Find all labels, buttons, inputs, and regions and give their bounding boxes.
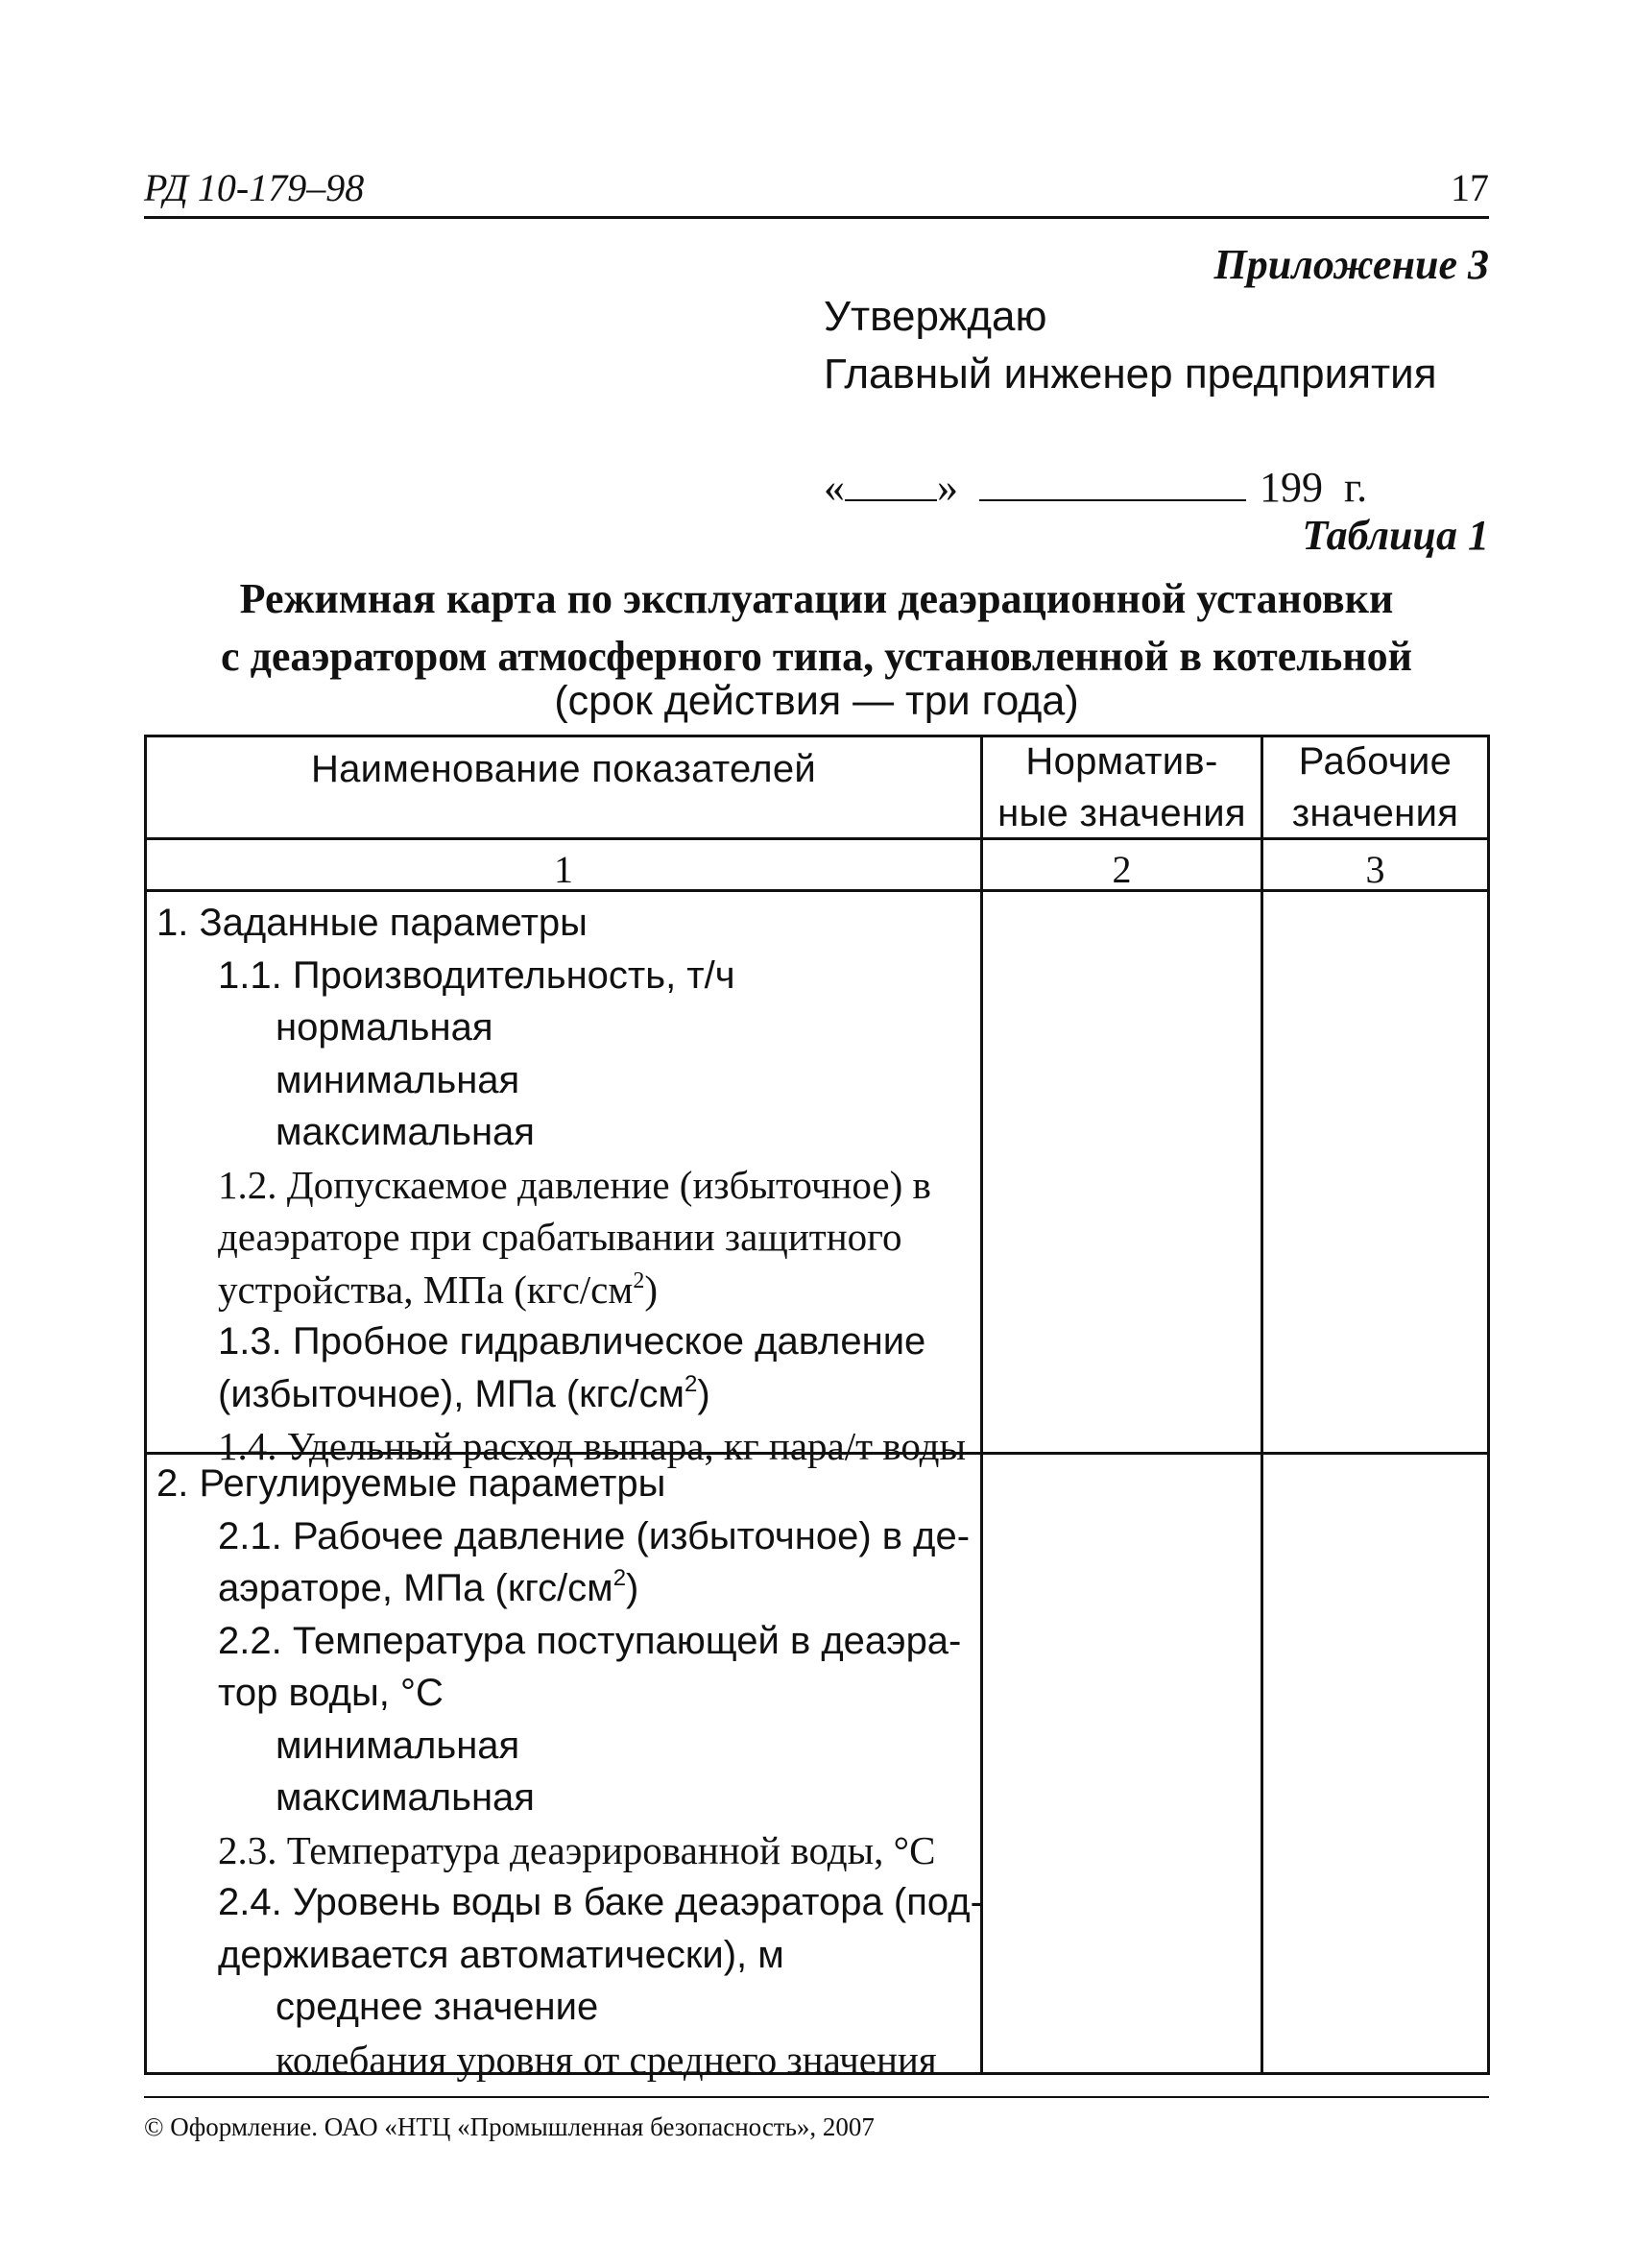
column-number-2: 2 xyxy=(1112,848,1132,891)
section-2-title: 2. Регулируемые параметры xyxy=(156,1462,666,1505)
item-1-2-line-2: деаэраторе при срабатывании защитного xyxy=(218,1215,902,1259)
item-2-4-average: среднее значение xyxy=(276,1986,599,2028)
header-rule xyxy=(144,216,1489,219)
table-label: Таблица 1 xyxy=(1302,512,1489,559)
page-number: 17 xyxy=(1451,166,1489,209)
day-blank xyxy=(845,465,937,501)
item-2-3: 2.3. Температура деаэрированной воды, °С xyxy=(218,1827,936,1872)
item-1-1-normal: нормальная xyxy=(276,1006,493,1049)
footer-rule xyxy=(144,2096,1489,2098)
working-header-line-2: значения xyxy=(1291,792,1459,834)
normative-header-line-1: Норматив- xyxy=(1025,740,1218,783)
column-divider-2 xyxy=(1261,737,1263,2072)
document-title xyxy=(144,570,1489,686)
column-number-1: 1 xyxy=(554,848,573,891)
working-header-line-1: Рабочие xyxy=(1298,740,1453,783)
item-1-1-min: минимальная xyxy=(276,1058,520,1101)
column-header-working xyxy=(1263,736,1487,839)
item-2-2-line-1: 2.2. Температура поступающей в деаэра- xyxy=(218,1619,962,1662)
item-2-4-fluctuation: колебания уровня от среднего значения xyxy=(276,2037,937,2082)
approve-word: Утверждаю xyxy=(824,293,1047,340)
item-1-3-line-2: (избыточное), МПа $(кгс/см^2)$ xyxy=(218,1370,710,1415)
appendix-label: Приложение 3 xyxy=(1213,241,1489,288)
document-subtitle: (срок действия — три года) xyxy=(554,678,1079,724)
item-1-2-line-1: 1.2. Допускаемое давление (избыточное) в xyxy=(218,1162,931,1207)
item-1-4: 1.4. Удельный расход выпара, кг пара/т воды xyxy=(218,1424,967,1468)
item-2-2-max: максимальная xyxy=(276,1776,535,1819)
approval-date-line xyxy=(824,463,1367,512)
date-close-quote: » xyxy=(937,464,958,511)
item-2-2-min: минимальная xyxy=(276,1724,520,1767)
date-open-quote: « xyxy=(824,464,845,511)
column-header-name: Наименование показателей xyxy=(310,748,817,790)
title-line-1: Режимная карта по эксплуатации деаэрационной установки xyxy=(239,575,1394,622)
document-code: РД 10-179–98 xyxy=(144,166,365,209)
normative-header-line-2: ные значения xyxy=(997,792,1246,834)
section-1-title: 1. Заданные параметры xyxy=(156,902,588,944)
item-1-2-line-3: устройства, МПа $(кгс/см^2)$ xyxy=(218,1267,658,1312)
approver-position: Главный инженер предприятия xyxy=(824,350,1437,398)
item-2-4-line-1: 2.4. Уровень воды в баке деаэратора (под- xyxy=(218,1881,983,1923)
item-1-1-max: максимальная xyxy=(276,1111,535,1153)
title-line-2: с деаэратором атмосферного типа, установленной в котельной xyxy=(221,633,1412,680)
month-blank xyxy=(979,465,1246,501)
approval-block xyxy=(824,288,1437,403)
column-number-3: 3 xyxy=(1365,848,1385,891)
item-1-1: 1.1. Производительность, т/ч xyxy=(218,953,735,997)
date-year: 199 г. xyxy=(1260,464,1368,511)
item-2-2-line-2: тор воды, °С xyxy=(218,1672,444,1714)
item-2-1-line-2: аэраторе, МПа $(кгс/см^2)$ xyxy=(218,1565,639,1609)
footer-copyright: © Оформление. ОАО «НТЦ «Промышленная безопасность», 2007 xyxy=(144,2112,875,2141)
item-2-1-line-1: 2.1. Рабочее давление (избыточное) в де- xyxy=(218,1514,971,1557)
item-2-4-line-2: держивается автоматически), м xyxy=(218,1933,784,1976)
section-2-cell xyxy=(156,1458,1107,2086)
item-1-3-line-1: 1.3. Пробное гидравлическое давление xyxy=(218,1320,926,1363)
section-1-cell xyxy=(156,897,1107,1473)
column-header-normative xyxy=(983,736,1261,839)
parameters-table xyxy=(144,735,1490,2082)
